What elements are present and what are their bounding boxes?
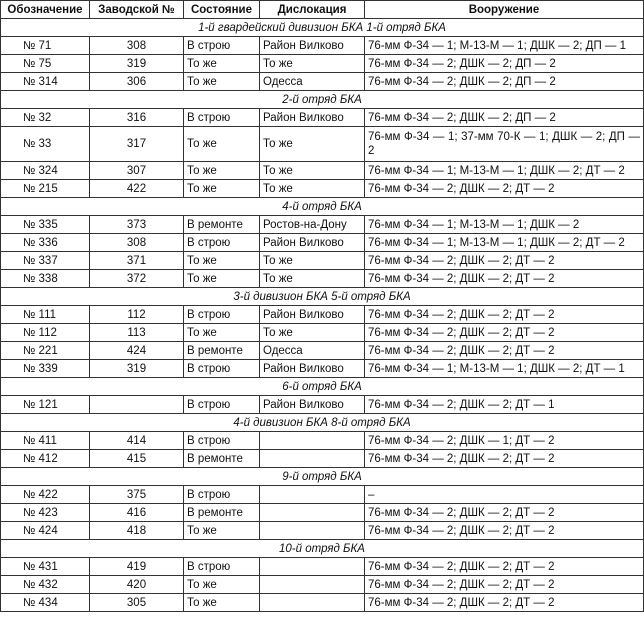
armament-cell: 76-мм Ф-34 — 2; ДШК — 2; ДТ — 2 xyxy=(365,522,644,540)
state-cell: В строю xyxy=(184,360,260,378)
factory-number-cell: 373 xyxy=(90,216,184,234)
factory-number-cell: 420 xyxy=(90,576,184,594)
table-row xyxy=(1,180,644,198)
designation-cell: № 75 xyxy=(1,55,90,73)
section-title: 1-й гвардейский дивизион БКА 1-й отряд БКА xyxy=(1,19,644,37)
section-header-row xyxy=(1,288,644,306)
state-cell: В строю xyxy=(184,109,260,127)
designation-cell: № 422 xyxy=(1,486,90,504)
designation-cell: № 33 xyxy=(1,127,90,162)
factory-number-cell: 419 xyxy=(90,558,184,576)
designation-cell: № 121 xyxy=(1,396,90,414)
table-row xyxy=(1,270,644,288)
armament-cell: 76-мм Ф-34 — 2; ДШК — 2; ДП — 2 xyxy=(365,73,644,91)
factory-number-cell: 416 xyxy=(90,504,184,522)
state-cell: В строю xyxy=(184,234,260,252)
factory-number-cell: 415 xyxy=(90,450,184,468)
section-header-row xyxy=(1,468,644,486)
state-cell: В строю xyxy=(184,432,260,450)
armament-cell: – xyxy=(365,486,644,504)
location-cell xyxy=(260,594,365,612)
section-header-row xyxy=(1,19,644,37)
designation-cell: № 335 xyxy=(1,216,90,234)
state-cell: То же xyxy=(184,270,260,288)
location-cell: Район Вилково xyxy=(260,396,365,414)
section-title: 4-й дивизион БКА 8-й отряд БКА xyxy=(1,414,644,432)
table-row xyxy=(1,73,644,91)
table-row xyxy=(1,396,644,414)
state-cell: В ремонте xyxy=(184,504,260,522)
designation-cell: № 411 xyxy=(1,432,90,450)
state-cell: То же xyxy=(184,594,260,612)
location-cell xyxy=(260,450,365,468)
armament-cell: 76-мм Ф-34 — 2; ДШК — 2; ДТ — 2 xyxy=(365,306,644,324)
armament-cell: 76-мм Ф-34 — 2; ДШК — 2; ДТ — 2 xyxy=(365,576,644,594)
state-cell: То же xyxy=(184,324,260,342)
table-row xyxy=(1,216,644,234)
armament-cell: 76-мм Ф-34 — 1; М-13-М — 1; ДШК — 2; ДТ — 2 xyxy=(365,234,644,252)
header-location: Дислокация xyxy=(260,1,365,19)
state-cell: В строю xyxy=(184,558,260,576)
table-row xyxy=(1,504,644,522)
factory-number-cell: 319 xyxy=(90,55,184,73)
factory-number-cell xyxy=(90,396,184,414)
factory-number-cell: 112 xyxy=(90,306,184,324)
armament-cell: 76-мм Ф-34 — 1; 37-мм 70-К — 1; ДШК — 2; ДП — 2 xyxy=(365,127,644,162)
designation-cell: № 337 xyxy=(1,252,90,270)
factory-number-cell: 305 xyxy=(90,594,184,612)
table-row xyxy=(1,55,644,73)
factory-number-cell: 418 xyxy=(90,522,184,540)
designation-cell: № 423 xyxy=(1,504,90,522)
table-row xyxy=(1,432,644,450)
location-cell: То же xyxy=(260,127,365,162)
armament-cell: 76-мм Ф-34 — 1; М-13-М — 1; ДШК — 2 xyxy=(365,216,644,234)
designation-cell: № 221 xyxy=(1,342,90,360)
factory-number-cell: 424 xyxy=(90,342,184,360)
table-row xyxy=(1,450,644,468)
designation-cell: № 71 xyxy=(1,37,90,55)
location-cell xyxy=(260,432,365,450)
location-cell: Одесса xyxy=(260,342,365,360)
location-cell: Район Вилково xyxy=(260,360,365,378)
armament-cell: 76-мм Ф-34 — 2; ДШК — 2; ДТ — 2 xyxy=(365,342,644,360)
location-cell xyxy=(260,504,365,522)
designation-cell: № 314 xyxy=(1,73,90,91)
armament-cell: 76-мм Ф-34 — 2; ДШК — 2; ДП — 2 xyxy=(365,109,644,127)
armament-cell: 76-мм Ф-34 — 2; ДШК — 2; ДТ — 2 xyxy=(365,252,644,270)
armament-cell: 76-мм Ф-34 — 2; ДШК — 2; ДТ — 2 xyxy=(365,450,644,468)
state-cell: То же xyxy=(184,576,260,594)
location-cell: Район Вилково xyxy=(260,306,365,324)
factory-number-cell: 319 xyxy=(90,360,184,378)
factory-number-cell: 317 xyxy=(90,127,184,162)
factory-number-cell: 375 xyxy=(90,486,184,504)
designation-cell: № 412 xyxy=(1,450,90,468)
armament-cell: 76-мм Ф-34 — 2; ДШК — 2; ДТ — 2 xyxy=(365,558,644,576)
designation-cell: № 431 xyxy=(1,558,90,576)
state-cell: В ремонте xyxy=(184,450,260,468)
armament-cell: 76-мм Ф-34 — 2; ДШК — 2; ДТ — 2 xyxy=(365,504,644,522)
table-row xyxy=(1,109,644,127)
designation-cell: № 434 xyxy=(1,594,90,612)
designation-cell: № 112 xyxy=(1,324,90,342)
designation-cell: № 324 xyxy=(1,162,90,180)
location-cell: Район Вилково xyxy=(260,234,365,252)
location-cell: То же xyxy=(260,55,365,73)
location-cell: Одесса xyxy=(260,73,365,91)
section-title: 6-й отряд БКА xyxy=(1,378,644,396)
location-cell: То же xyxy=(260,324,365,342)
section-header-row xyxy=(1,91,644,109)
designation-cell: № 32 xyxy=(1,109,90,127)
designation-cell: № 432 xyxy=(1,576,90,594)
state-cell: То же xyxy=(184,252,260,270)
table-row xyxy=(1,252,644,270)
table-row xyxy=(1,342,644,360)
armament-cell: 76-мм Ф-34 — 2; ДШК — 2; ДТ — 2 xyxy=(365,594,644,612)
armament-cell: 76-мм Ф-34 — 1; М-13-М — 1; ДШК — 2; ДТ — 1 xyxy=(365,360,644,378)
section-title: 9-й отряд БКА xyxy=(1,468,644,486)
state-cell: То же xyxy=(184,162,260,180)
factory-number-cell: 371 xyxy=(90,252,184,270)
state-cell: В ремонте xyxy=(184,216,260,234)
section-title: 2-й отряд БКА xyxy=(1,91,644,109)
state-cell: То же xyxy=(184,55,260,73)
table-row xyxy=(1,127,644,162)
designation-cell: № 338 xyxy=(1,270,90,288)
location-cell: Район Вилково xyxy=(260,37,365,55)
armament-cell: 76-мм Ф-34 — 2; ДШК — 2; ДТ — 2 xyxy=(365,180,644,198)
state-cell: В строю xyxy=(184,486,260,504)
factory-number-cell: 316 xyxy=(90,109,184,127)
section-title: 3-й дивизион БКА 5-й отряд БКА xyxy=(1,288,644,306)
armament-cell: 76-мм Ф-34 — 2; ДШК — 2; ДТ — 2 xyxy=(365,270,644,288)
table-row xyxy=(1,324,644,342)
header-armament: Вооружение xyxy=(365,1,644,19)
armament-cell: 76-мм Ф-34 — 2; ДШК — 2; ДТ — 1 xyxy=(365,396,644,414)
state-cell: В ремонте xyxy=(184,342,260,360)
factory-number-cell: 306 xyxy=(90,73,184,91)
state-cell: В строю xyxy=(184,306,260,324)
table-body xyxy=(1,19,644,612)
section-title: 10-й отряд БКА xyxy=(1,540,644,558)
designation-cell: № 215 xyxy=(1,180,90,198)
header-state: Состояние xyxy=(184,1,260,19)
location-cell: Район Вилково xyxy=(260,109,365,127)
factory-number-cell: 307 xyxy=(90,162,184,180)
table-row xyxy=(1,234,644,252)
location-cell: То же xyxy=(260,270,365,288)
armament-cell: 76-мм Ф-34 — 2; ДШК — 1; ДТ — 2 xyxy=(365,432,644,450)
section-title: 4-й отряд БКА xyxy=(1,198,644,216)
section-header-row xyxy=(1,378,644,396)
state-cell: То же xyxy=(184,522,260,540)
designation-cell: № 111 xyxy=(1,306,90,324)
location-cell xyxy=(260,576,365,594)
header-factory-number: Заводской № xyxy=(90,1,184,19)
table-row xyxy=(1,360,644,378)
designation-cell: № 424 xyxy=(1,522,90,540)
state-cell: В строю xyxy=(184,37,260,55)
factory-number-cell: 308 xyxy=(90,234,184,252)
location-cell: То же xyxy=(260,162,365,180)
factory-number-cell: 372 xyxy=(90,270,184,288)
section-header-row xyxy=(1,540,644,558)
table-row xyxy=(1,594,644,612)
state-cell: В строю xyxy=(184,396,260,414)
state-cell: То же xyxy=(184,127,260,162)
header-row xyxy=(1,1,644,19)
designation-cell: № 336 xyxy=(1,234,90,252)
factory-number-cell: 414 xyxy=(90,432,184,450)
armament-cell: 76-мм Ф-34 — 2; ДШК — 2; ДТ — 2 xyxy=(365,324,644,342)
state-cell: То же xyxy=(184,73,260,91)
table-row xyxy=(1,576,644,594)
section-header-row xyxy=(1,414,644,432)
location-cell xyxy=(260,486,365,504)
location-cell: То же xyxy=(260,252,365,270)
designation-cell: № 339 xyxy=(1,360,90,378)
table-row xyxy=(1,522,644,540)
factory-number-cell: 113 xyxy=(90,324,184,342)
armament-cell: 76-мм Ф-34 — 1; М-13-М — 1; ДШК — 2; ДТ — 2 xyxy=(365,162,644,180)
table-row xyxy=(1,37,644,55)
factory-number-cell: 308 xyxy=(90,37,184,55)
location-cell xyxy=(260,522,365,540)
state-cell: То же xyxy=(184,180,260,198)
armament-cell: 76-мм Ф-34 — 2; ДШК — 2; ДП — 2 xyxy=(365,55,644,73)
table-row xyxy=(1,306,644,324)
location-cell xyxy=(260,558,365,576)
table-row xyxy=(1,558,644,576)
header-designation: Обозначение xyxy=(1,1,90,19)
table-row xyxy=(1,162,644,180)
location-cell: Ростов-на-Дону xyxy=(260,216,365,234)
factory-number-cell: 422 xyxy=(90,180,184,198)
table-row xyxy=(1,486,644,504)
armament-cell: 76-мм Ф-34 — 1; М-13-М — 1; ДШК — 2; ДП — 1 xyxy=(365,37,644,55)
section-header-row xyxy=(1,198,644,216)
location-cell: То же xyxy=(260,180,365,198)
